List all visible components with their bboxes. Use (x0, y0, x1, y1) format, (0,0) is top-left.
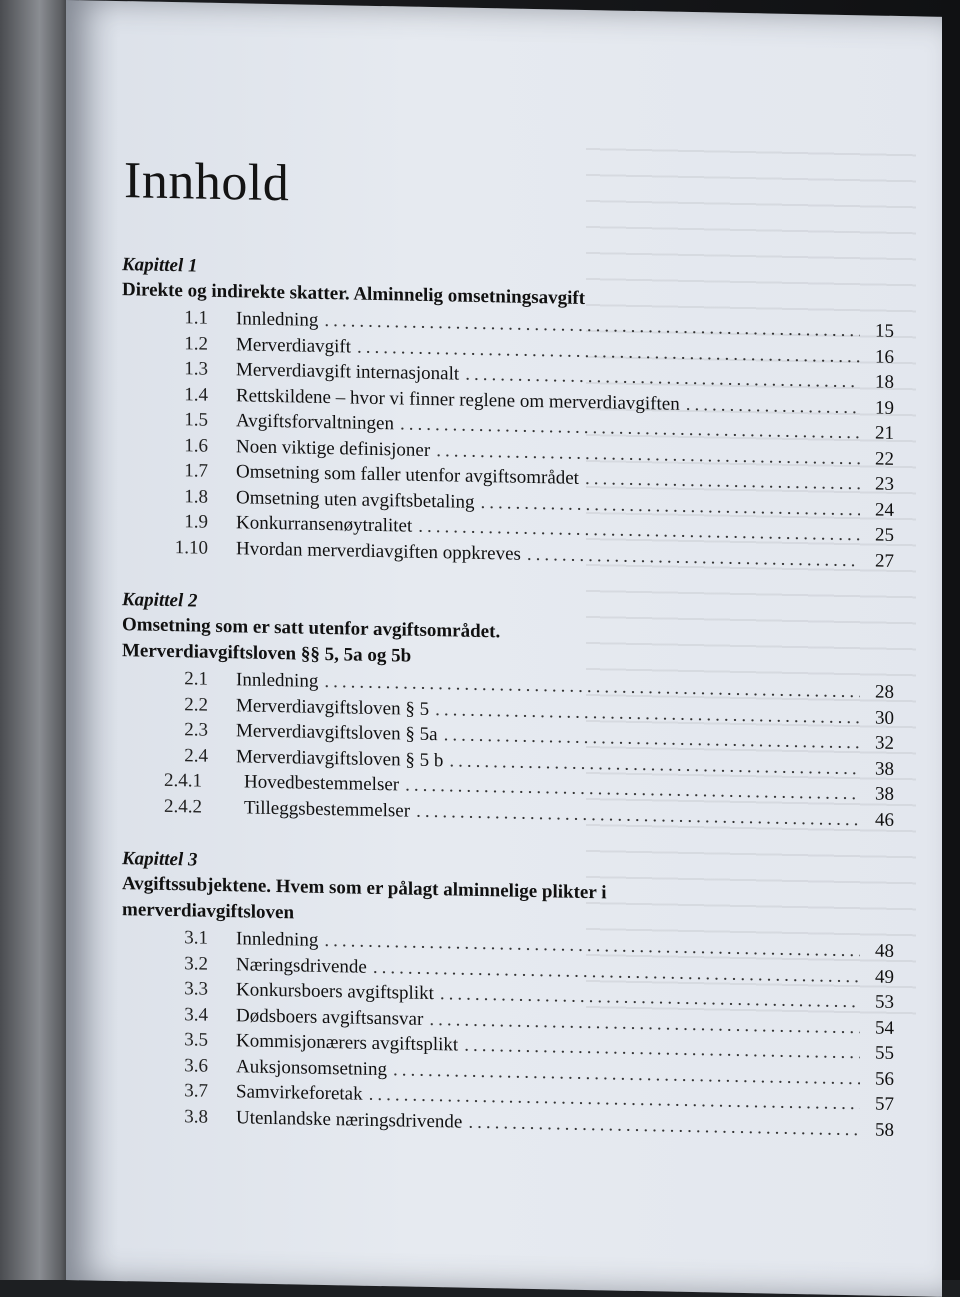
section-title: Innledning (236, 669, 319, 692)
section-title: Kommisjonærers avgiftsplikt (236, 1030, 459, 1056)
section-number: 2.2 (184, 693, 208, 716)
section-number: 3.5 (184, 1029, 208, 1051)
section-title: Konkursboers avgiftsplikt (236, 979, 434, 1005)
chapter-title: Merverdiavgiftsloven §§ 5, 5a og 5b (122, 640, 412, 667)
section-title: Omsetning som faller utenfor avgiftsområdet (236, 461, 579, 489)
page-number: 49 (875, 966, 894, 988)
chapter-title: Avgiftssubjektene. Hvem som er pålagt alminnelige plikter i (122, 873, 607, 904)
section-title: Konkurransenøytralitet (236, 512, 413, 537)
section-title: Noen viktige definisjoner (236, 435, 431, 461)
page-number: 19 (875, 397, 894, 419)
dot-leader (527, 541, 860, 573)
chapter-section (118, 254, 898, 574)
section-number: 3.2 (184, 952, 208, 975)
page-number: 27 (875, 550, 894, 572)
dot-leader (686, 391, 860, 420)
page-number: 28 (875, 681, 894, 703)
book-page (66, 0, 942, 1297)
chapter-title: Direkte og indirekte skatter. Alminnelig omsetningsavgift (122, 279, 586, 309)
page-number: 22 (875, 448, 894, 470)
section-title: Utenlandske næringsdrivende (236, 1106, 463, 1133)
section-title: Rettskildene – hvor vi finner reglene om merverdiavgiften (236, 384, 680, 415)
section-title: Merverdiavgiftsloven § 5 (236, 694, 430, 720)
section-title: Hvordan merverdiavgiften oppkreves (236, 537, 521, 565)
section-title: Merverdiavgiftsloven § 5 b (236, 745, 444, 771)
chapter-label: Kapittel 1 (122, 254, 198, 277)
chapter-title: merverdiavgiftsloven (122, 899, 295, 924)
facing-page-edge (0, 0, 72, 1280)
section-title: Dødsboers avgiftsansvar (236, 1004, 424, 1030)
section-number: 1.3 (184, 358, 208, 380)
section-number: 3.3 (184, 978, 208, 1000)
page-number: 21 (875, 422, 894, 444)
page-number: 54 (875, 1017, 894, 1039)
page-number: 46 (875, 809, 894, 831)
page-number: 15 (875, 320, 894, 342)
page-number: 58 (875, 1119, 894, 1141)
chapter-section (118, 848, 898, 1143)
section-number: 3.7 (184, 1080, 208, 1102)
section-title: Auksjonsomsetning (236, 1055, 387, 1080)
section-title: Merverdiavgift internasjonalt (236, 359, 460, 385)
page-number: 24 (875, 499, 894, 521)
section-title: Tilleggsbestemmelser (244, 796, 411, 822)
chapter-list (118, 254, 898, 1143)
section-number: 2.3 (184, 719, 208, 741)
section-number: 1.6 (184, 434, 208, 457)
section-number: 3.4 (184, 1003, 208, 1026)
section-title: Innledning (236, 308, 319, 331)
section-title: Samvirkeforetak (236, 1081, 363, 1105)
page-number: 23 (875, 473, 894, 495)
section-number: 2.4.2 (164, 795, 202, 818)
page-number: 38 (875, 758, 894, 780)
section-title: Avgiftsforvaltningen (236, 410, 394, 435)
section-title: Hovedbestemmelser (244, 771, 400, 796)
section-number: 1.1 (184, 307, 208, 329)
page-number: 38 (875, 783, 894, 805)
section-number: 1.9 (184, 511, 208, 533)
section-title: Omsetning uten avgiftsbetaling (236, 486, 475, 513)
table-of-contents (118, 151, 898, 1173)
chapter-label: Kapittel 2 (122, 589, 198, 612)
page-number: 18 (875, 371, 894, 393)
section-number: 1.7 (184, 460, 208, 482)
page-number: 55 (875, 1042, 894, 1064)
page-number: 30 (875, 707, 894, 729)
page-number: 56 (875, 1068, 894, 1090)
chapter-title: Omsetning som er satt utenfor avgiftsområdet. (122, 614, 501, 643)
section-number: 3.6 (184, 1054, 208, 1077)
page-number: 16 (875, 346, 894, 368)
section-number: 1.5 (184, 409, 208, 431)
chapter-section (118, 589, 898, 833)
section-title: Merverdiavgiftsloven § 5a (236, 720, 438, 746)
section-number: 2.4.1 (164, 769, 202, 792)
page-number: 57 (875, 1093, 894, 1115)
page-number: 53 (875, 991, 894, 1013)
section-title: Næringsdrivende (236, 953, 367, 978)
page-number: 48 (875, 940, 894, 962)
section-number: 1.4 (184, 383, 208, 406)
section-number: 3.8 (184, 1105, 208, 1128)
section-number: 3.1 (184, 927, 208, 949)
section-number: 1.8 (184, 485, 208, 508)
section-title: Merverdiavgift (236, 333, 352, 357)
section-number: 1.10 (174, 536, 208, 559)
page-title: Innhold (124, 152, 290, 213)
section-number: 2.1 (184, 668, 208, 690)
section-number: 2.4 (184, 744, 208, 767)
section-number: 1.2 (184, 332, 208, 355)
page-number: 32 (875, 732, 894, 754)
section-title: Innledning (236, 928, 319, 951)
page-number: 25 (875, 524, 894, 546)
chapter-label: Kapittel 3 (122, 848, 198, 871)
